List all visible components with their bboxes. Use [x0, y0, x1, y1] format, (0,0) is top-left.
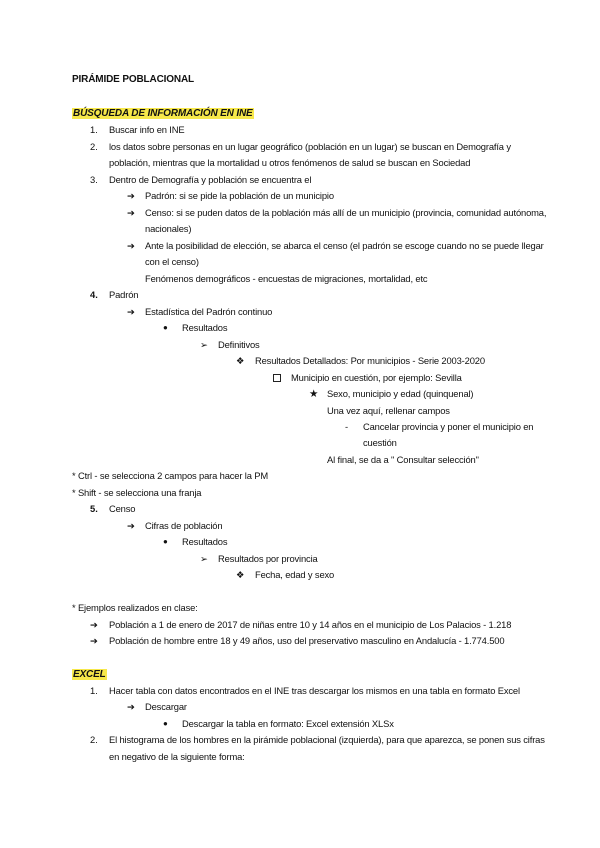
sub-item-text: Ante la posibilidad de elección, se abarca el censo (el padrón se escoge cuando no se puede llegar — [145, 240, 544, 251]
list-item-text: en negativo de la siguiente forma: — [109, 751, 245, 762]
sub-item-text: nacionales) — [145, 223, 192, 234]
arrow-icon: ➔ — [90, 635, 98, 646]
sub-item-text: Censo: si se puden datos de la población más allí de un municipio (provincia, comunidad autónoma, — [145, 207, 547, 218]
arrow-icon: ➔ — [127, 701, 135, 712]
sub-item-text: Descargar — [145, 701, 187, 712]
list-number-2: 2. — [90, 141, 98, 152]
star-icon: ★ — [309, 388, 319, 400]
sub-item-text: Resultados — [182, 322, 228, 333]
note-shift: * Shift - se selecciona una franja — [72, 487, 202, 498]
sub-item-text: Sexo, municipio y edad (quinquenal) — [327, 388, 474, 399]
sub-item-text: cuestión — [363, 437, 397, 448]
arrow-icon: ➔ — [127, 306, 135, 317]
sub-item-note: Fenómenos demográficos - encuestas de migraciones, mortalidad, etc — [145, 273, 428, 284]
list-item-text: los datos sobre personas en un lugar geográfico (población en un lugar) se buscan en Demografía y — [109, 141, 511, 152]
sub-item-text: Cifras de población — [145, 520, 223, 531]
diamond-icon: ❖ — [236, 355, 245, 366]
list-number-5: 5. — [90, 503, 98, 514]
list-item-text: Hacer tabla con datos encontrados en el INE tras descargar los mismos en una tabla en formato Excel — [109, 685, 520, 696]
note-ctrl: * Ctrl - se selecciona 2 campos para hacer la PM — [72, 470, 269, 481]
sub-item-text: Fecha, edad y sexo — [255, 569, 335, 580]
arrow-icon: ➔ — [90, 619, 98, 630]
sub-item-text: Definitivos — [218, 339, 260, 350]
checkbox-icon — [273, 374, 281, 382]
section-heading-excel — [72, 668, 107, 681]
document-title: PIRÁMIDE POBLACIONAL — [72, 74, 195, 85]
arrow-icon: ➔ — [127, 520, 135, 531]
diamond-icon: ❖ — [236, 569, 245, 580]
examples-heading: * Ejemplos realizados en clase: — [72, 602, 198, 613]
section-heading-ine — [72, 107, 254, 120]
section-heading-ine-text: BÚSQUEDA DE INFORMACIÓN EN INE — [73, 108, 253, 119]
sub-item-text: Resultados por provincia — [218, 553, 318, 564]
list-item-text: Dentro de Demografía y población se encuentra el — [109, 174, 312, 185]
section-heading-excel-text: EXCEL — [73, 669, 106, 680]
sub-item-text: Municipio en cuestión, por ejemplo: Sevilla — [291, 372, 462, 383]
list-number-4: 4. — [90, 289, 98, 300]
list-item-text: población, mientras que la mortalidad u otros fenómenos de salud se buscan en Sociedad — [109, 157, 471, 168]
bullet-icon: ● — [163, 719, 168, 728]
bullet-icon: ● — [163, 323, 168, 332]
example-text: Población de hombre entre 18 y 49 años, uso del preservativo masculino en Andalucía - 1.774.500 — [109, 635, 505, 646]
sub-item-text: Una vez aquí, rellenar campos — [327, 405, 450, 416]
arrow-icon: ➔ — [127, 240, 135, 251]
list-item-text: Padrón — [109, 289, 139, 300]
triangle-arrow-icon: ➢ — [200, 339, 208, 350]
example-text: Población a 1 de enero de 2017 de niñas entre 10 y 14 años en el municipio de Los Palacios - 1.218 — [109, 619, 512, 630]
bullet-icon: ● — [163, 537, 168, 546]
sub-item-text: Estadística del Padrón continuo — [145, 306, 273, 317]
arrow-icon: ➔ — [127, 190, 135, 201]
list-item-text: El histograma de los hombres en la pirámide poblacional (izquierda), para que aparezca, se ponen sus cifras — [109, 734, 545, 745]
sub-item-text: Resultados Detallados: Por municipios - Serie 2003-2020 — [255, 355, 485, 366]
sub-item-text: Descargar la tabla en formato: Excel extensión XLSx — [182, 718, 394, 729]
sub-item-text: Cancelar provincia y poner el municipio en — [363, 421, 534, 432]
triangle-arrow-icon: ➢ — [200, 553, 208, 564]
dash-marker: - — [345, 421, 349, 432]
list-number-2: 2. — [90, 734, 98, 745]
arrow-icon: ➔ — [127, 207, 135, 218]
sub-item-text: Resultados — [182, 536, 228, 547]
sub-item-text: con el censo) — [145, 256, 199, 267]
sub-item-text: Al final, se da a " Consultar selección" — [327, 454, 479, 465]
sub-item-text: Padrón: si se pide la población de un municipio — [145, 190, 334, 201]
list-item-text: Censo — [109, 503, 136, 514]
list-number-1: 1. — [90, 124, 98, 135]
list-number-3: 3. — [90, 174, 98, 185]
list-item-text: Buscar info en INE — [109, 124, 185, 135]
list-number-1: 1. — [90, 685, 98, 696]
